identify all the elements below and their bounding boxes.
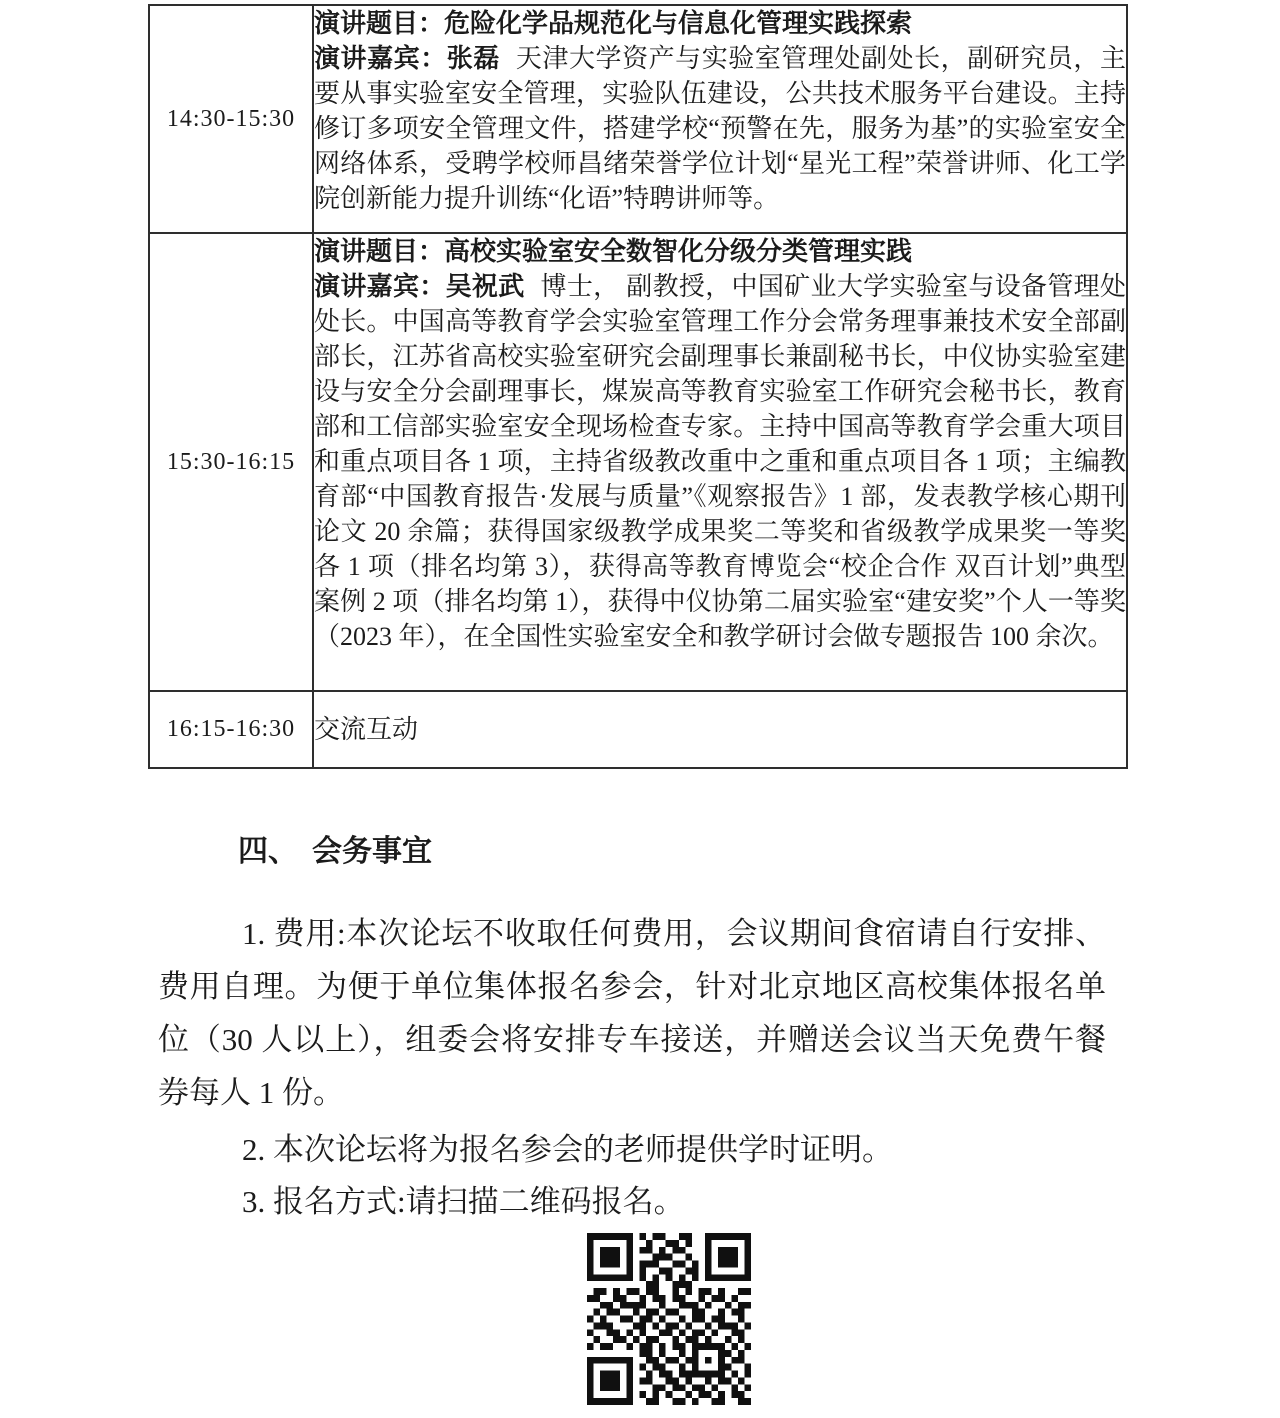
fee-paragraph: 1. 费用:本次论坛不收取任何费用，会议期间食宿请自行安排、费用自理。为便于单位集体报名参会，针对北京地区高校集体报名单位（30 人以上），组委会将安排专车接送，并赠送会议当天免费午餐券每人 1 份。 (158, 916, 1106, 1110)
session-title (314, 6, 1126, 41)
table-row-session-1 (149, 5, 1127, 233)
speaker-name: 吴祝武 (445, 272, 525, 301)
activity-cell: 交流互动 (313, 691, 1127, 768)
agenda-table (148, 4, 1128, 769)
credit-paragraph: 2. 本次论坛将为报名参会的老师提供学时证明。 (242, 1132, 893, 1167)
title-text: 危险化学品规范化与信息化管理实践探索 (444, 9, 913, 38)
speaker-bio: 天津大学资产与实验室管理处副处长，副研究员，主要从事实验室安全管理，实验队伍建设，公共技术服务平台建设。主持修订多项安全管理文件，搭建学校“预警在先，服务为基”的实验室安全网络体系，受聘学校师昌绪荣誉学位计划“星光工程”荣誉讲师、化工学院创新能力提升训练“化语”特聘讲师等。 (314, 44, 1126, 213)
section-heading-text: 会务事宜 (312, 835, 432, 868)
section-heading (238, 830, 432, 874)
register-paragraph: 3. 报名方式:请扫描二维码报名。 (242, 1184, 685, 1219)
speaker-bio: 博士， 副教授，中国矿业大学实验室与设备管理处处长。中国高等教育学会实验室管理工作分会常务理事兼技术安全部副部长，江苏省高校实验室研究会副理事长兼副秘书长，中仪协实验室建设与安全分会副理事长，煤炭高等教育实验室工作研究会秘书长，教育部和工信部实验室安全现场检查专家。主持中国高等教育学会重大项目和重点项目各 1 项，主持省级教改重中之重和重点项目各 1 项；主编教育部“中国教育报告·发展与质量”《观察报告》1 部，发表教学核心期刊论文 20 余篇；获得国家级教学成果奖二等奖和省级教学成果奖一等奖各 1 项（排名均第 3），获得高等教育博览会“校企合作 双百计划”典型案例 2 项（排名均第 1），获得中仪协第二届实验室“建安奖”个人一等奖（2023 年），在全国性实验室安全和教学研讨会做专题报告 100 余次。 (314, 272, 1126, 651)
registration-qr-code (587, 1233, 751, 1405)
session-title (314, 234, 1126, 269)
section-heading-number: 四、 (238, 835, 298, 868)
table-row-discussion (149, 691, 1127, 768)
table-row-session-2 (149, 233, 1127, 691)
speaker-paragraph (314, 41, 1126, 216)
speaker-label: 演讲嘉宾： (314, 44, 447, 73)
speaker-label: 演讲嘉宾： (314, 272, 446, 301)
title-label: 演讲题目： (314, 237, 445, 266)
time-slot: 16:15-16:30 (149, 691, 313, 768)
session-content (313, 5, 1127, 233)
time-slot: 14:30-15:30 (149, 5, 313, 233)
speaker-name: 张磊 (446, 44, 500, 73)
time-slot: 15:30-16:15 (149, 233, 313, 691)
session-content (313, 233, 1127, 691)
title-label: 演讲题目： (314, 9, 445, 38)
qr-code-canvas (587, 1233, 751, 1405)
title-text: 高校实验室安全数智化分级分类管理实践 (444, 237, 913, 266)
speaker-paragraph (314, 269, 1126, 654)
